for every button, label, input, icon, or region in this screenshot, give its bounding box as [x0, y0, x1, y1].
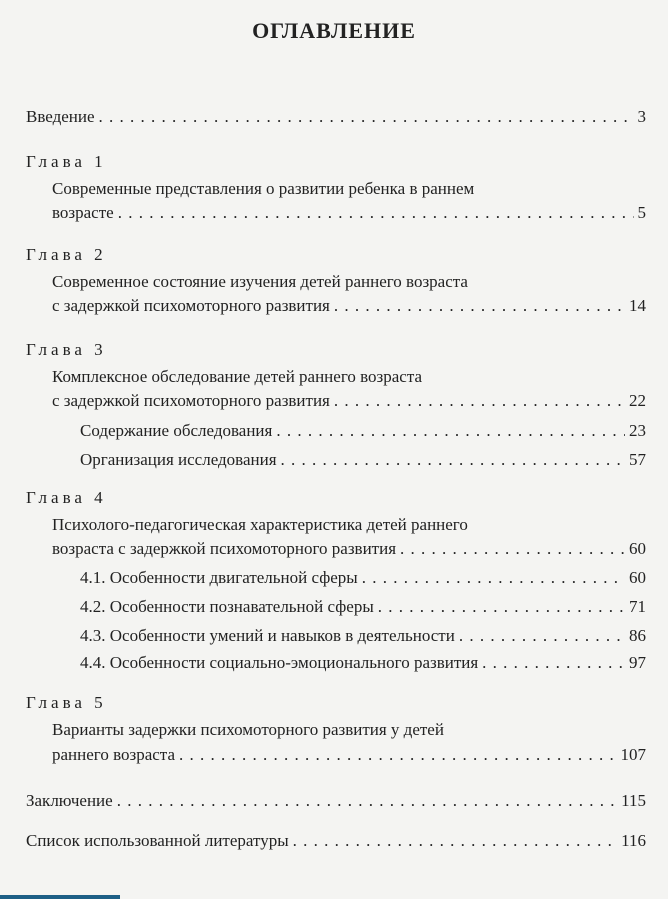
- toc-page-number: 3: [637, 107, 646, 126]
- chapter-title-line: с задержкой психомоторного развития: [52, 296, 330, 315]
- leader-dots: [276, 420, 625, 442]
- toc-entry-section: [80, 449, 646, 471]
- toc-page-number: 116: [621, 831, 646, 850]
- chapter-heading: Глава 3: [26, 340, 107, 359]
- toc-entry-intro: [26, 106, 646, 128]
- toc-page-number: 86: [629, 626, 646, 645]
- leader-dots: [482, 652, 625, 674]
- toc-label: 4.3. Особенности умений и навыков в деятельности: [80, 626, 455, 645]
- toc-label: Организация исследования: [80, 450, 277, 469]
- page-title: ОГЛАВЛЕНИЕ: [252, 18, 416, 43]
- leader-dots: [334, 295, 625, 317]
- chapter-title-line: Психолого-педагогическая характеристика детей раннего: [52, 515, 468, 534]
- chapter-heading: Глава 1: [26, 152, 107, 171]
- chapter-title-line: с задержкой психомоторного развития: [52, 391, 330, 410]
- toc-label: 4.1. Особенности двигательной сферы: [80, 568, 358, 587]
- toc-entry-bibliography: [26, 830, 646, 852]
- toc-page-number: 57: [629, 450, 646, 469]
- chapter-title-line: Современное состояние изучения детей раннего возраста: [52, 272, 468, 291]
- toc-entry-section: [80, 625, 646, 647]
- toc-page-number: 5: [637, 203, 646, 222]
- leader-dots: [293, 830, 617, 852]
- chapter-title-line: возрасте: [52, 203, 114, 222]
- toc-label: 4.4. Особенности социально-эмоционального развития: [80, 653, 479, 672]
- toc-entry-conclusion: [26, 790, 646, 812]
- leader-dots: [334, 390, 625, 412]
- toc-page-number: 23: [629, 421, 646, 440]
- toc-entry-chapter: [52, 538, 646, 560]
- toc-label: Список использованной литературы: [26, 831, 289, 850]
- leader-dots: [99, 106, 634, 128]
- leader-dots: [400, 538, 625, 560]
- toc-entry-section: [80, 420, 646, 442]
- toc-page-number: 60: [629, 539, 646, 558]
- leader-dots: [378, 596, 625, 618]
- toc-page-number: 14: [629, 296, 646, 315]
- leader-dots: [362, 567, 625, 589]
- chapter-heading: Глава 5: [26, 693, 107, 712]
- scan-edge-bar: [0, 895, 120, 899]
- leader-dots: [179, 744, 617, 766]
- toc-label: Введение: [26, 107, 95, 126]
- chapter-heading: Глава 4: [26, 488, 107, 507]
- chapter-title-line: раннего возраста: [52, 745, 175, 764]
- toc-entry-chapter: [52, 744, 646, 766]
- toc-entry-chapter: [52, 202, 646, 224]
- toc-label: 4.2. Особенности познавательной сферы: [80, 597, 374, 616]
- toc-entry-section: [80, 567, 646, 589]
- toc-label: Содержание обследования: [80, 421, 273, 440]
- chapter-title-line: Варианты задержки психомоторного развития у детей: [52, 720, 444, 739]
- toc-page-number: 22: [629, 391, 646, 410]
- toc-page-number: 115: [621, 791, 646, 810]
- toc-label: Заключение: [26, 791, 113, 810]
- chapter-title-line: возраста с задержкой психомоторного развития: [52, 539, 397, 558]
- toc-entry-section: [80, 652, 646, 674]
- toc-entry-section: [80, 596, 646, 618]
- leader-dots: [117, 790, 617, 812]
- toc-page-number: 71: [629, 597, 646, 616]
- toc-page-number: 97: [629, 653, 646, 672]
- toc-page-number: 107: [620, 745, 646, 764]
- toc-page-number: 60: [629, 568, 646, 587]
- chapter-heading: Глава 2: [26, 245, 107, 264]
- leader-dots: [281, 449, 625, 471]
- chapter-title-line: Комплексное обследование детей раннего возраста: [52, 367, 423, 386]
- leader-dots: [459, 625, 625, 647]
- toc-entry-chapter: [52, 390, 646, 412]
- leader-dots: [118, 202, 634, 224]
- toc-entry-chapter: [52, 295, 646, 317]
- chapter-title-line: Современные представления о развитии ребенка в раннем: [52, 179, 475, 198]
